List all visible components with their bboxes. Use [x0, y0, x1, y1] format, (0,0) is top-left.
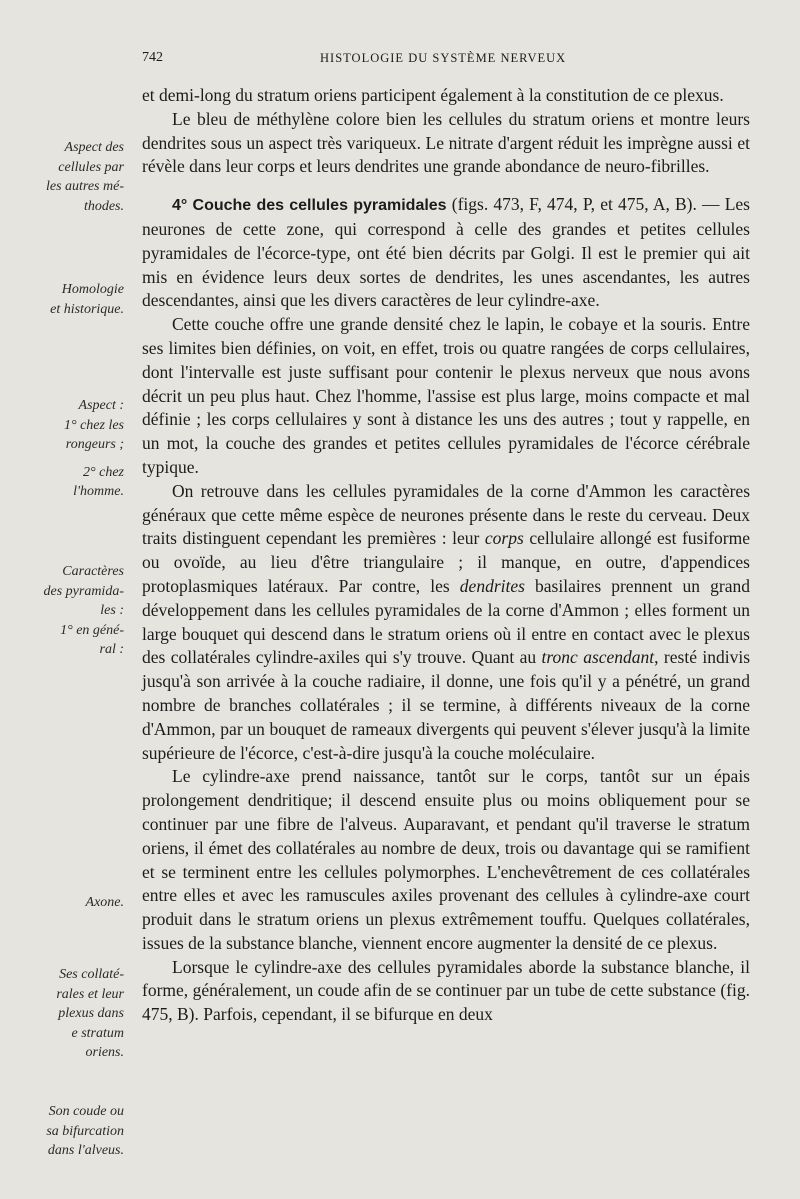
margin-note-caracteres: Caractères des pyramida- les : 1° en géné- ral : [43, 564, 124, 657]
paragraph: Lorsque le cylindre-axe des cellules pyramidales aborde la substance blanche, il forme, généralement, un coude afin de se continuer par un tube de cette substance (fig. 475, B). Parfois, cependant, il se bifurque en deux [142, 956, 750, 1025]
paragraph: Le cylindre-axe prend naissance, tantôt sur le corps, tantôt sur un épais prolongement dendritique; il descend ensuite plus ou moins obliquement pour se continuer par une fibre de l'alveus. Auparavant, et pendant qu'il traverse le stratum oriens, il émet des collatérales au nombre de deux, trois ou davantage qui se ramifient et se terminent entre les cellules polymorphes. L'enchevêtrement de ces collatérales entre elles et avec les ramuscules axiles provenant des cellules à cylindre-axe court produit dans le stratum oriens un plexus extrêmement touffu. Quelques collatérales, issues de la substance blanche, viennent encore augmenter la densité de ce plexus. [142, 766, 750, 953]
page-number: 742 [142, 50, 163, 65]
paragraph: et demi-long du stratum oriens participent également à la constitution de ce plexus. [142, 85, 724, 105]
main-text [142, 84, 750, 1027]
margin-note-coude: Son coude ou sa bifurcation dans l'alveus. [46, 1104, 124, 1158]
margin-note-homologie: Homologie et historique. [50, 282, 124, 317]
paragraph: On retrouve dans les cellules pyramidales de la corne d'Ammon les caractères généraux que cette même espèce de neurones présente dans le reste du cerveau. Deux traits distinguent cependant les premières : leur corps cellulaire allongé est fusiforme ou ovoïde, au lieu d'être triangulaire ; il manque, en outre, d'appendices protoplasmiques latéraux. Par contre, les dendrites basilaires prennent un grand développement dans les cellules pyramidales de la corne d'Ammon ; elles forment un large bouquet qui descend dans le stratum oriens où il entre en contact avec le plexus des collatérales cylindre-axiles qui s'y trouve. Quant au tronc ascendant, resté indivis jusqu'à son arrivée à la couche radiaire, il donne, une fois qu'il y a pénétré, un grand nombre de branches collatérales ; il se termine, à différents niveaux de la corne d'Ammon, par un bouquet de rameaux divergents qui peuvent s'élever jusqu'à la limite supérieure de l'écorce, c'est-à-dire jusqu'à la couche moléculaire. [142, 480, 751, 763]
margin-note-aspect-methodes: Aspect des cellules par les autres mé- thodes. [45, 140, 124, 214]
section-title: 4° Couche des cellules pyramidales [172, 197, 447, 215]
running-header [0, 50, 800, 70]
margin-note-aspect: Aspect : 1° chez les rongeurs ; 2° chez l'homme. [63, 398, 124, 499]
paragraph: Cette couche offre une grande densité chez le lapin, le cobaye et la souris. Entre ses limites bien définies, on voit, en effet, trois ou quatre rangées de corps cellulaires, dont l'intervalle est juste suffisant pour contenir le plexus nerveux que nous avons décrit un peu plus haut. Chez l'homme, l'assise est plus large, moins compacte et mal définie ; les corps cellulaires y sont à distance les uns des autres ; tout y rappelle, en un mot, la couche des grandes et petites cellules pyramidales de l'écorce cérébrale typique. [142, 314, 750, 477]
margin-note-axone: Axone. [85, 895, 124, 910]
section-paragraph: 4° Couche des cellules pyramidales (figs. 473, F, 474, P, et 475, A, B). — Les neurones de cette zone, qui correspond à celle des grandes et petites cellules pyramidales de l'écorce-type, ont été bien décrits par Golgi. Il est le premier qui ait mis en évidence leurs deux sortes de dendrites, les unes ascendantes, les autres descendantes, ainsi que les divers caractères de leur cylindre-axe. [142, 194, 750, 311]
figure-references: (figs. 473, F, 474, P, et 475, A, B). — [446, 194, 720, 215]
running-title: HISTOLOGIE DU SYSTÈME NERVEUX [320, 51, 567, 65]
paragraph: Le bleu de méthylène colore bien les cellules du stratum oriens et montre leurs dendrites sous un aspect très variqueux. Le nitrate d'argent réduit les imprègne aussi et révèle dans leur corps et leurs dendrites une grande abondance de neuro-fibrilles. [142, 108, 750, 177]
margin-note-collaterales: Ses collaté- rales et leur plexus dans e stratum oriens. [56, 967, 124, 1060]
